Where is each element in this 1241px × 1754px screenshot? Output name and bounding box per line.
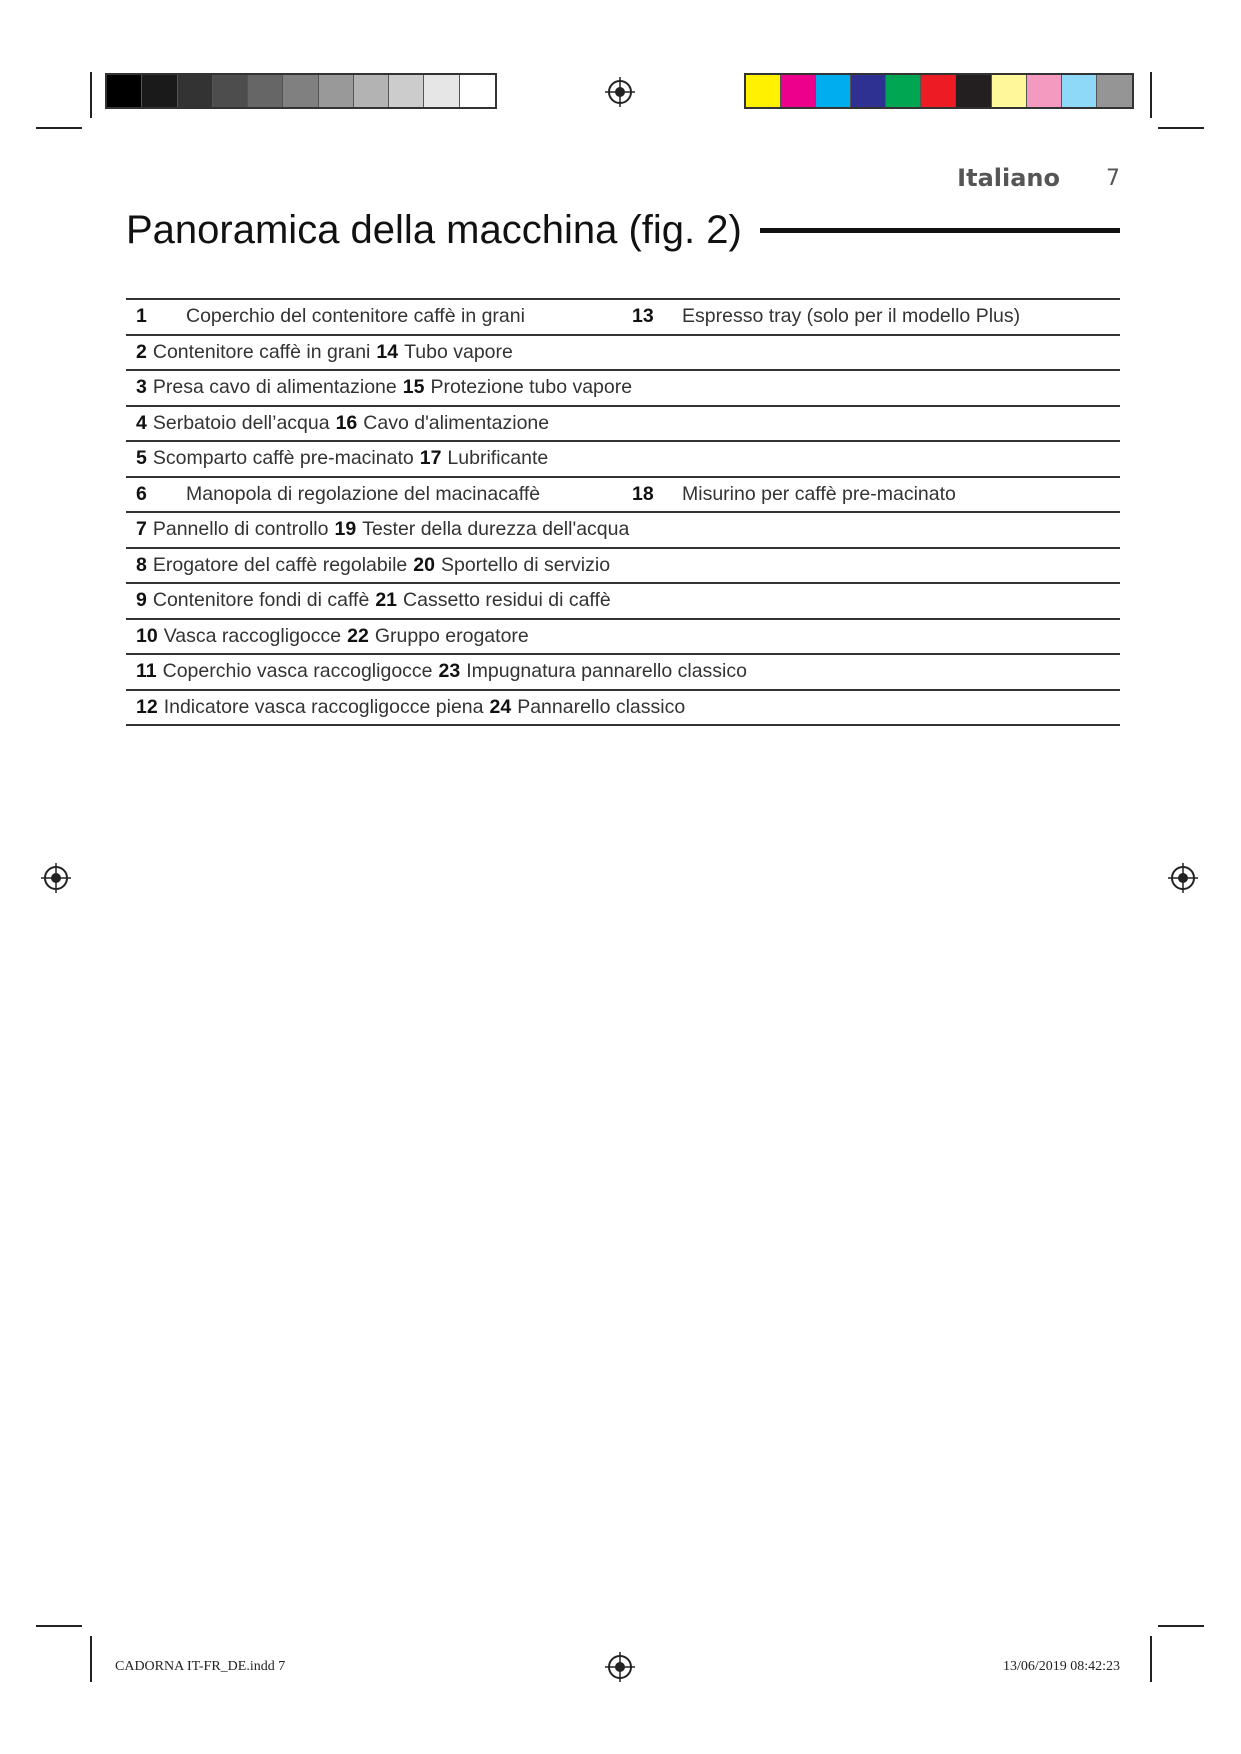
part-label: Coperchio vasca raccogligocce	[162, 660, 433, 683]
title-rule	[760, 228, 1120, 233]
color-swatch	[746, 75, 781, 107]
part-label: Contenitore caffè in grani	[152, 340, 371, 363]
color-swatch	[921, 75, 956, 107]
color-swatch	[319, 75, 354, 107]
color-swatch	[851, 75, 886, 107]
part-label: Vasca raccogligocce	[163, 624, 342, 647]
table-row	[126, 371, 1120, 407]
table-row	[126, 513, 1120, 549]
part-label: Cavo d'alimentazione	[363, 411, 550, 434]
color-swatch	[1027, 75, 1062, 107]
part-label: Espresso tray (solo per il modello Plus)	[682, 305, 1021, 328]
color-swatch	[248, 75, 283, 107]
part-label: Indicatore vasca raccogligocce piena	[163, 695, 484, 718]
part-number: 4	[136, 411, 147, 434]
part-number: 9	[136, 589, 147, 612]
part-label: Impugnatura pannarello classico	[466, 660, 747, 683]
color-swatch	[816, 75, 851, 107]
color-swatch	[956, 75, 991, 107]
color-swatch	[178, 75, 213, 107]
registration-mark-icon	[41, 863, 71, 893]
table-row	[126, 691, 1120, 727]
part-label: Misurino per caffè pre-macinato	[682, 482, 956, 505]
color-swatch	[460, 75, 495, 107]
crop-mark	[36, 1625, 82, 1627]
part-label: Tester della durezza dell'acqua	[362, 518, 630, 541]
color-swatch	[992, 75, 1027, 107]
part-label: Protezione tubo vapore	[430, 376, 633, 399]
table-row	[126, 336, 1120, 372]
table-row	[126, 442, 1120, 478]
part-label: Lubrificante	[447, 447, 549, 470]
part-number: 11	[136, 660, 157, 683]
color-swatch	[354, 75, 389, 107]
color-swatch	[886, 75, 921, 107]
table-row	[126, 478, 1120, 514]
footer-file-info: CADORNA IT-FR_DE.indd 7	[115, 1659, 286, 1674]
crop-mark	[90, 72, 92, 118]
table-row	[126, 655, 1120, 691]
registration-mark-icon	[605, 1652, 635, 1682]
part-number: 23	[438, 660, 461, 683]
table-row	[126, 620, 1120, 656]
crop-mark	[1158, 127, 1204, 129]
color-swatch	[1097, 75, 1132, 107]
color-swatch	[424, 75, 459, 107]
part-label: Pannello di controllo	[152, 518, 329, 541]
page-title: Panoramica della macchina (fig. 2)	[126, 208, 742, 252]
part-label: Presa cavo di alimentazione	[152, 376, 397, 399]
part-label: Manopola di regolazione del macinacaffè	[186, 482, 541, 505]
part-label: Contenitore fondi di caffè	[152, 589, 370, 612]
part-number: 2	[136, 340, 147, 363]
section-title-row	[126, 208, 1120, 253]
crop-mark	[1150, 72, 1152, 118]
part-number: 6	[136, 482, 147, 505]
part-label: Pannarello classico	[517, 695, 686, 718]
color-swatch	[213, 75, 248, 107]
part-number: 5	[136, 447, 147, 470]
part-label: Gruppo erogatore	[374, 624, 529, 647]
registration-mark-icon	[1168, 863, 1198, 893]
table-row	[126, 549, 1120, 585]
part-label: Serbatoio dell’acqua	[152, 411, 330, 434]
table-row	[126, 407, 1120, 443]
part-number: 10	[136, 624, 158, 647]
crop-mark	[90, 1636, 92, 1682]
part-number: 20	[413, 553, 435, 576]
color-swatch	[142, 75, 177, 107]
part-label: Cassetto residui di caffè	[403, 589, 611, 612]
part-number: 18	[632, 482, 654, 505]
crop-mark	[1150, 1636, 1152, 1682]
language-header: Italiano	[957, 164, 1060, 192]
table-row	[126, 584, 1120, 620]
part-number: 14	[376, 340, 399, 363]
part-number: 7	[136, 518, 147, 541]
part-number: 8	[136, 553, 147, 576]
part-number: 17	[419, 447, 442, 470]
part-label: Erogatore del caffè regolabile	[152, 553, 408, 576]
part-number: 19	[334, 518, 357, 541]
grayscale-calibration-bar	[105, 73, 497, 109]
part-number: 13	[632, 305, 654, 328]
crop-mark	[1158, 1625, 1204, 1627]
part-label: Coperchio del contenitore caffè in grani	[186, 305, 525, 328]
part-label: Tubo vapore	[404, 340, 513, 363]
part-number: 22	[347, 624, 369, 647]
crop-mark	[36, 127, 82, 129]
page-number: 7	[1106, 166, 1120, 191]
registration-mark-icon	[605, 77, 635, 107]
part-number: 3	[136, 376, 147, 399]
color-calibration-bar	[744, 73, 1134, 109]
parts-table	[126, 298, 1120, 726]
part-number: 24	[489, 695, 512, 718]
part-number: 16	[335, 411, 358, 434]
part-number: 12	[136, 695, 158, 718]
color-swatch	[1062, 75, 1097, 107]
color-swatch	[781, 75, 816, 107]
table-row	[126, 300, 1120, 336]
part-label: Scomparto caffè pre-macinato	[152, 447, 414, 470]
color-swatch	[389, 75, 424, 107]
part-number: 1	[136, 305, 147, 328]
part-number: 21	[375, 589, 398, 612]
part-label: Sportello di servizio	[440, 553, 611, 576]
color-swatch	[107, 75, 142, 107]
part-number: 15	[402, 376, 425, 399]
footer-timestamp: 13/06/2019 08:42:23	[1002, 1659, 1120, 1674]
color-swatch	[283, 75, 318, 107]
